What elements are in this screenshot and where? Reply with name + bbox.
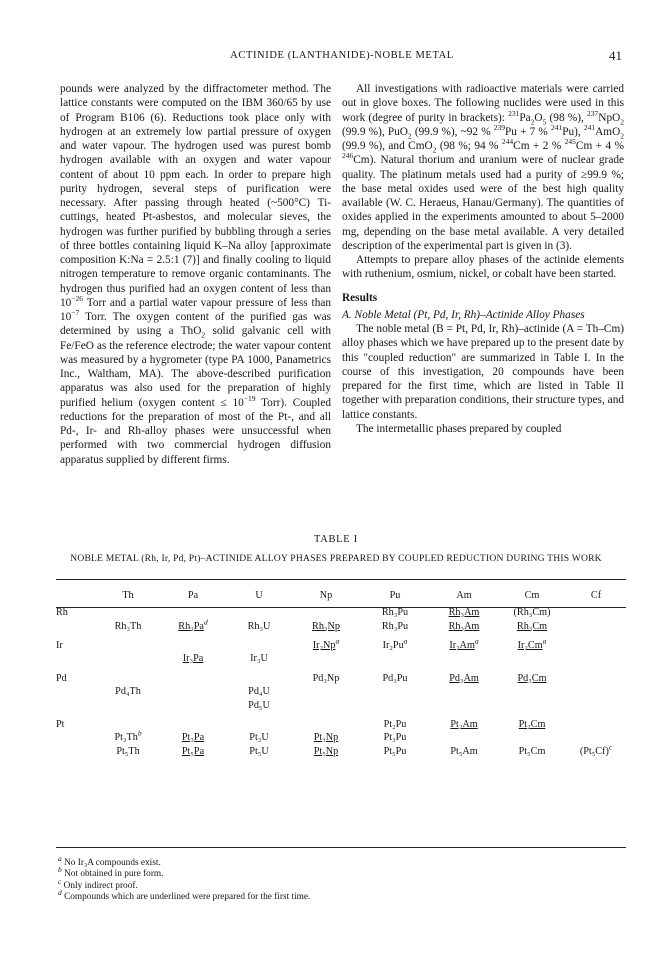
table-cell bbox=[360, 606, 430, 619]
table-cell bbox=[160, 745, 226, 758]
table-cell bbox=[498, 685, 566, 698]
compound-formula: (Rh₃Cm) bbox=[513, 607, 551, 619]
table-cell bbox=[96, 728, 160, 744]
footnote-marker: d bbox=[203, 617, 208, 627]
table-cell bbox=[430, 619, 498, 632]
table-cell bbox=[96, 619, 160, 632]
compound-formula: Pt₃U bbox=[249, 732, 269, 744]
table-cell bbox=[292, 745, 360, 758]
compound-formula: Rh₃U bbox=[247, 620, 271, 632]
table-top-rule bbox=[56, 579, 626, 580]
table-cell bbox=[566, 698, 626, 711]
footnote-text: Compounds which are underlined were prepared for the first time. bbox=[61, 892, 311, 903]
table-cell bbox=[160, 619, 226, 632]
table-cell bbox=[292, 636, 360, 652]
compound-formula: Pt₅Pa bbox=[181, 745, 205, 757]
table-cell bbox=[566, 619, 626, 632]
column-header: Am bbox=[456, 589, 472, 601]
column-header: Np bbox=[319, 589, 333, 601]
compound-formula: Rh₃Am bbox=[448, 620, 480, 632]
results-paragraph: The noble metal (B = Pt, Pd, Ir, Rh)–actinide (A = Th–Cm) alloy phases which we have prepared up to the present date by this "coupled reduction" are summarized in Table I. In the course of this investigation, 20 compounds have been prepared for the first time, which are listed in Table II together with preparation conditions, their structure types, and lattice constants. bbox=[342, 323, 625, 421]
footnote-mark: a bbox=[58, 853, 62, 863]
table-cell bbox=[498, 731, 566, 744]
row-label: Ir bbox=[56, 639, 63, 651]
nuclides-paragraph: All investigations with radioactive materials were carried out in glove boxes. The following nuclides were used in this work (degree of purity in brackets): $^{231}Pa_2O_5$ (98 %), $^{237}$NpO$_2$ (99.9 %), PuO$_2$ (99.9 %), ~92 % $^{239}$Pu + 7 % $^{241}$Pu), $^{241}$AmO$_2$ (99.9 %), and CmO$_2$ (98 %; 94 % $^{244}$Cm + 2 % $^{245}$Cm + 4 % $^{246}$Cm). Natural thorium and uranium were of nuclear grade quality. The platinum metals used had a purity of ≥99.9 %; the base metal oxides used were of the best high quality available (W. C. Heraeus, Hanau/Germany). The quantities of oxides applied in the experiments amounted to about 5–2000 mg, depending on the base metal available. A very detailed description of the experimental part is given in (3). bbox=[342, 83, 624, 252]
compound-formula: Pd₅U bbox=[248, 699, 270, 711]
table-cell bbox=[360, 745, 430, 758]
table-cell bbox=[96, 639, 160, 652]
table-cell bbox=[226, 685, 292, 698]
compound-formula: Ir₃Pa bbox=[182, 653, 204, 665]
table-cell bbox=[430, 652, 498, 665]
table-header-row bbox=[56, 584, 626, 606]
compound-formula: Pt₅Th bbox=[116, 745, 140, 757]
table-cell bbox=[360, 685, 430, 698]
table-cell bbox=[360, 698, 430, 711]
table-cell bbox=[96, 745, 160, 758]
attempts-paragraph: Attempts to prepare alloy phases of the actinide elements with ruthenium, osmium, nickel, or cobalt have been started. bbox=[342, 254, 624, 281]
column-header: Cm bbox=[524, 589, 540, 601]
table-cell bbox=[96, 718, 160, 731]
table-cell bbox=[292, 698, 360, 711]
compound-formula: Pt₅Am bbox=[450, 745, 478, 757]
table-cell bbox=[430, 731, 498, 744]
table-cell bbox=[430, 672, 498, 685]
table-cell bbox=[96, 698, 160, 711]
footnote-text: Only indirect proof. bbox=[61, 880, 138, 891]
table-cell bbox=[566, 718, 626, 731]
compound-formula: (Pt₅Cf) bbox=[579, 745, 609, 757]
column-header: Pu bbox=[389, 589, 401, 601]
compound-formula: Pd₃Pu bbox=[382, 672, 408, 684]
table-cell bbox=[430, 636, 498, 652]
table-name: TABLE I bbox=[314, 534, 358, 545]
table-cell bbox=[360, 731, 430, 744]
table-cell bbox=[226, 639, 292, 652]
table-row bbox=[56, 652, 626, 665]
table-cell bbox=[292, 731, 360, 744]
results-heading: Results bbox=[342, 291, 378, 304]
table-cell bbox=[292, 652, 360, 665]
footnote bbox=[58, 865, 310, 880]
table-cell bbox=[498, 652, 566, 665]
footnote bbox=[58, 853, 310, 869]
table-cell bbox=[226, 698, 292, 711]
table-cell bbox=[226, 606, 292, 619]
row-label: Rh bbox=[56, 607, 68, 619]
table-cell bbox=[160, 606, 226, 619]
column-header: Cf bbox=[590, 589, 602, 601]
left-paragraph: pounds were analyzed by the diffractometer method. The lattice constants were computed on the IBM 360/65 by use of Program B106 (6). Reductions took place only with hydrogen at an extremely low partial pressure of oxygen and water vapour. The hydrogen used was purest bomb hydrogen available with an oxygen and water vapour content of about 10 ppm each. In order to prepare high purity hydrogen, several steps of purification were necessary. After passing through heated (~500°C) Ti-cuttings, heated Pt-asbestos, and molecular sieves, the hydrogen was further purified by bubbling through a series of three bottles containing liquid K–Na alloy [approximate composition K:Na = 2.5:1 (7)] and finally cooling to liquid nitrogen temperature to remove organic contaminants. The hydrogen thus purified had an oxygen content of less than $10^{-26}$ Torr and a partial water vapour pressure of less than $10^{-7}$ Torr. The oxygen content of the purified gas was determined by using a ThO$_2$ solid galvanic cell with Fe/FeO as the reference electrode; the water vapour content was measured by a hygrometer (type PA 1000, Panametrics Inc., Waltham, MA). The above-described purification apparatus was also used for the preparation of highly purified helium (oxygen content ≤ $10^{-19}$ Torr). Coupled reductions for the preparation of most of the Pt-, and all Pd-, Ir- and Rh-alloy phases were unsuccessful when performed with two commercial hydrogen diffusion apparatus supplied by different firms. bbox=[60, 83, 332, 466]
table-row bbox=[56, 685, 626, 698]
table-cell bbox=[160, 698, 226, 711]
table-cell bbox=[226, 652, 292, 665]
table-cell bbox=[160, 652, 226, 665]
footnote bbox=[58, 876, 310, 892]
compound-formula: Rh₃Pu bbox=[381, 607, 409, 619]
table-cell bbox=[566, 685, 626, 698]
table-cell bbox=[226, 745, 292, 758]
table-row bbox=[56, 606, 626, 619]
table-cell bbox=[566, 731, 626, 744]
table-cell bbox=[292, 606, 360, 619]
table-cell bbox=[566, 606, 626, 619]
footnote bbox=[58, 888, 311, 903]
row-label: Pt bbox=[56, 718, 65, 730]
column-header bbox=[56, 584, 96, 606]
table-cell bbox=[498, 606, 566, 619]
compound-formula: Pd₄U bbox=[248, 686, 270, 698]
column-header: U bbox=[255, 589, 263, 601]
table-cell bbox=[566, 639, 626, 652]
table-cell bbox=[292, 672, 360, 685]
row-label bbox=[56, 745, 96, 758]
table-body bbox=[56, 606, 626, 758]
table-cell bbox=[226, 718, 292, 731]
table-row bbox=[56, 731, 626, 744]
table-cell bbox=[292, 685, 360, 698]
table-cell bbox=[360, 718, 430, 731]
compound-formula: Pt₅Pu bbox=[383, 745, 407, 757]
compound-formula: Pd₃Cm bbox=[517, 672, 547, 684]
compound-formula: Rh₃Am bbox=[448, 607, 480, 619]
footnote-marker: a bbox=[403, 636, 408, 646]
column-header: Th bbox=[122, 589, 134, 601]
compound-formula: Pd₃Am bbox=[449, 672, 479, 684]
compound-formula: Pd₄Th bbox=[115, 686, 141, 698]
table-cell bbox=[160, 672, 226, 685]
table-cell bbox=[360, 652, 430, 665]
compound-formula: Rh₃Pu bbox=[381, 620, 409, 632]
compound-formula: Rh₃Np bbox=[312, 620, 340, 632]
footnote-text: Not obtained in pure form. bbox=[61, 869, 164, 880]
table-cell bbox=[430, 685, 498, 698]
table-title: NOBLE METAL (Rh, Ir, Pd, Pt)–ACTINIDE ALLOY PHASES PREPARED BY COUPLED REDUCTION DURING THIS WORK bbox=[70, 553, 602, 564]
table-caption bbox=[40, 534, 632, 564]
row-label bbox=[56, 698, 96, 711]
table-cell bbox=[96, 672, 160, 685]
table-cell bbox=[498, 672, 566, 685]
table-cell bbox=[96, 652, 160, 665]
compound-formula: Rh₃Th bbox=[114, 620, 142, 632]
table-cell bbox=[160, 718, 226, 731]
footnote-marker: a bbox=[474, 636, 479, 646]
table-cell bbox=[430, 698, 498, 711]
table-footnotes bbox=[58, 853, 311, 904]
column-header: Pa bbox=[187, 589, 199, 601]
left-column bbox=[60, 82, 331, 467]
table-bottom-rule bbox=[56, 847, 626, 848]
table-cell bbox=[430, 718, 498, 731]
row-label: Pd bbox=[56, 672, 67, 684]
footnote-mark: b bbox=[58, 865, 62, 875]
row-label bbox=[56, 619, 96, 632]
table-cell bbox=[292, 619, 360, 632]
table-cell bbox=[160, 731, 226, 744]
table-cell bbox=[498, 718, 566, 731]
table-cell bbox=[360, 672, 430, 685]
table-cell bbox=[96, 685, 160, 698]
table-cell bbox=[430, 606, 498, 619]
footnote-mark: c bbox=[58, 876, 62, 886]
row-label bbox=[56, 685, 96, 698]
footnote-marker: c bbox=[608, 742, 613, 752]
table-cell bbox=[498, 745, 566, 758]
compound-formula: Ir₂Pu bbox=[382, 639, 404, 651]
row-label bbox=[56, 731, 96, 744]
table-row bbox=[56, 639, 626, 652]
table-cell bbox=[566, 672, 626, 685]
compound-formula: Pt₅Cm bbox=[518, 745, 546, 757]
table-row bbox=[56, 672, 626, 685]
table-row bbox=[56, 619, 626, 632]
table-cell bbox=[226, 619, 292, 632]
table-cell bbox=[160, 639, 226, 652]
table-cell bbox=[360, 636, 430, 652]
table-cell bbox=[226, 731, 292, 744]
compound-formula: Rh₃Pa bbox=[178, 620, 204, 632]
table-cell bbox=[292, 718, 360, 731]
table-cell bbox=[498, 698, 566, 711]
compound-formula: Pt₅Np bbox=[313, 745, 339, 757]
section-subheading: A. Noble Metal (Pt, Pd, Ir, Rh)–Actinide Alloy Phases bbox=[342, 308, 585, 321]
compound-formula: Rh₃Cm bbox=[516, 620, 548, 632]
footnote-marker: a bbox=[335, 636, 340, 646]
footnote-marker: a bbox=[542, 636, 547, 646]
compound-formula: Ir₂Am bbox=[449, 639, 475, 651]
table-cell bbox=[498, 619, 566, 632]
footnote-mark: d bbox=[58, 888, 62, 898]
compound-formula: Pt₃Pa bbox=[181, 732, 205, 744]
right-column bbox=[342, 82, 624, 436]
table-cell bbox=[360, 619, 430, 632]
alloy-phase-table bbox=[56, 584, 626, 758]
row-label bbox=[56, 652, 96, 665]
compound-formula: Ir₃U bbox=[250, 653, 268, 665]
compound-formula: Pt₂Pu bbox=[383, 718, 407, 730]
compound-formula: Pd₃Np bbox=[312, 672, 340, 684]
table-cell bbox=[160, 685, 226, 698]
table-cell bbox=[430, 745, 498, 758]
compound-formula: Pt₃Pu bbox=[383, 732, 407, 744]
compound-formula: Pt₃Th bbox=[114, 732, 138, 744]
table-cell bbox=[498, 636, 566, 652]
page-number: 41 bbox=[609, 48, 622, 63]
footnote-marker: b bbox=[137, 728, 142, 738]
compound-formula: Pt₂Am bbox=[450, 718, 478, 730]
running-head: ACTINIDE (LANTHANIDE)-NOBLE METAL bbox=[230, 50, 454, 61]
table-cell bbox=[226, 672, 292, 685]
table-row bbox=[56, 698, 626, 711]
compound-formula: Pt₂Cm bbox=[518, 718, 546, 730]
compound-formula: Ir₂Cm bbox=[517, 639, 543, 651]
table-cell bbox=[566, 742, 626, 758]
compound-formula: Pt₅U bbox=[249, 745, 269, 757]
continuation-paragraph: The intermetallic phases prepared by coupled bbox=[356, 422, 562, 435]
table-cell bbox=[96, 606, 160, 619]
page-header bbox=[62, 50, 622, 68]
table-cell bbox=[566, 652, 626, 665]
table-row bbox=[56, 745, 626, 758]
compound-formula: Ir₂Np bbox=[312, 639, 336, 651]
footnote-text: No Ir₃A compounds exist. bbox=[61, 858, 161, 868]
compound-formula: Pt₃Np bbox=[313, 732, 339, 744]
